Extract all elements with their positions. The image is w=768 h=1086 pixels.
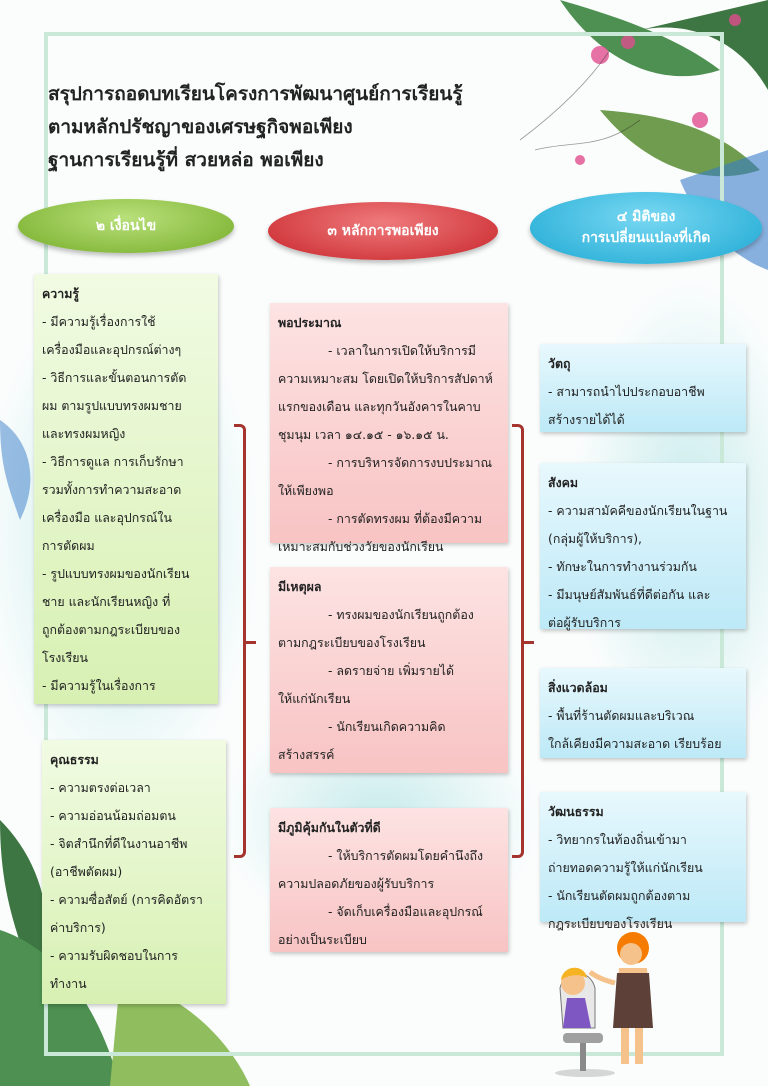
social-list bbox=[548, 497, 738, 637]
list-item: ใกล้เคียงมีความสะอาด เรียบร้อย bbox=[548, 736, 722, 751]
hairdresser-illustration bbox=[545, 928, 665, 1078]
list-item: - มีความรู้เรื่องการใช้ bbox=[42, 314, 156, 329]
page-title bbox=[48, 78, 518, 177]
middle-bracket bbox=[512, 424, 524, 858]
list-item: - นักเรียนเกิดความคิด bbox=[328, 719, 446, 734]
list-item: ชุมนุม เวลา ๑๔.๑๕ - ๑๖.๑๕ น. bbox=[278, 427, 449, 442]
immunity-list bbox=[278, 842, 500, 954]
list-item: - สามารถนำไปประกอบอาชีพ bbox=[548, 384, 705, 399]
list-item: สร้างสรรค์ bbox=[278, 747, 335, 762]
immunity-heading: มีภูมิคุ้มกันในตัวที่ดี bbox=[278, 820, 381, 835]
material-box bbox=[540, 344, 746, 432]
list-item: ความเหมาะสม โดยเปิดให้บริการสัปดาห์ bbox=[278, 371, 493, 386]
social-heading: สังคม bbox=[548, 475, 579, 490]
list-item: ตามกฎระเบียบของโรงเรียน bbox=[278, 635, 426, 650]
conditions-header-label: ๒ เงื่อนไข bbox=[95, 218, 157, 234]
knowledge-heading: ความรู้ bbox=[42, 286, 80, 301]
list-item: - มีมนุษย์สัมพันธ์ที่ดีต่อกัน และ bbox=[548, 587, 711, 602]
list-item: - ความสามัคคีของนักเรียนในฐาน bbox=[548, 503, 728, 518]
list-item: (กลุ่มผู้ให้บริการ), bbox=[548, 531, 642, 546]
list-item: - เวลาในการเปิดให้บริการมี bbox=[328, 343, 476, 358]
list-item: - มีความรู้ในเรื่องการ bbox=[42, 678, 156, 693]
list-item: กฎระเบียบของโรงเรียน bbox=[548, 916, 673, 931]
culture-box bbox=[540, 792, 746, 931]
title-line-1: สรุปการถอดบทเรียนโครงการพัฒนาศูนย์การเรียนรู้ bbox=[48, 83, 463, 105]
reasonableness-list bbox=[278, 601, 500, 769]
list-item: - ความอ่อนน้อมถ่อมตน bbox=[50, 808, 176, 823]
material-list bbox=[548, 378, 738, 434]
list-item: การตัดผม bbox=[42, 538, 95, 553]
culture-heading: วัฒนธรรม bbox=[548, 804, 604, 819]
environment-list bbox=[548, 702, 738, 758]
list-item: ชาย และนักเรียนหญิง ที่ bbox=[42, 594, 171, 609]
principles-header bbox=[268, 202, 498, 260]
list-item: เครื่องมือ และอุปกรณ์ใน bbox=[42, 510, 172, 525]
title-line-3: ฐานการเรียนรู้ที่ สวยหล่อ พอเพียง bbox=[48, 149, 324, 171]
list-item: ค่าบริการ) bbox=[50, 920, 106, 935]
list-item: - รูปแบบทรงผมของนักเรียน bbox=[42, 566, 190, 581]
list-item: และทรงผมหญิง bbox=[42, 426, 126, 441]
list-item: - การบริหารจัดการงบประมาณ bbox=[328, 455, 492, 470]
environment-heading: สิ่งแวดล้อม bbox=[548, 680, 608, 695]
list-item: - ให้บริการตัดผมโดยคำนึงถึง bbox=[328, 848, 484, 863]
list-item: ทำงาน bbox=[50, 976, 87, 991]
list-item: แรกของเดือน และทุกวันอังคารในคาบ bbox=[278, 399, 481, 414]
conditions-header bbox=[18, 199, 234, 253]
material-heading: วัตถุ bbox=[548, 356, 571, 371]
list-item: เหมาะสมกับช่วงวัยของนักเรียน bbox=[278, 539, 444, 554]
knowledge-box bbox=[34, 274, 218, 704]
reasonableness-heading: มีเหตุผล bbox=[278, 579, 322, 594]
list-item: - วิธีการดูแล การเก็บรักษา bbox=[42, 454, 184, 469]
list-item: - จัดเก็บเครื่องมือและอุปกรณ์ bbox=[328, 904, 483, 919]
list-item: รวมทั้งการทำความสะอาด bbox=[42, 482, 182, 497]
list-item: อย่างเป็นระเบียบ bbox=[278, 932, 367, 947]
list-item: ต่อผู้รับบริการ bbox=[548, 615, 621, 630]
moderation-heading: พอประมาณ bbox=[278, 315, 342, 330]
list-item: - ทรงผมของนักเรียนถูกต้อง bbox=[328, 607, 474, 622]
title-line-2: ตามหลักปรัชญาของเศรษฐกิจพอเพียง bbox=[48, 116, 353, 138]
list-item: - วิธีการและขั้นตอนการตัด bbox=[42, 370, 187, 385]
list-item: - พื้นที่ร้านตัดผมและบริเวณ bbox=[548, 708, 695, 723]
environment-box bbox=[540, 668, 746, 758]
left-bracket bbox=[234, 424, 246, 858]
list-item: ให้แก่นักเรียน bbox=[278, 691, 351, 706]
dimensions-header bbox=[530, 192, 762, 264]
list-item: ความปลอดภัยของผู้รับบริการ bbox=[278, 876, 435, 891]
list-item: เครื่องมือและอุปกรณ์ต่างๆ bbox=[42, 342, 182, 357]
virtue-heading: คุณธรรม bbox=[50, 752, 99, 767]
moderation-list bbox=[278, 337, 500, 561]
list-item: ถูกต้องตามกฎระเบียบของ bbox=[42, 622, 181, 637]
list-item: - ทักษะในการทำงานร่วมกัน bbox=[548, 559, 697, 574]
list-item: - การตัดทรงผม ที่ต้องมีความ bbox=[328, 511, 483, 526]
immunity-box bbox=[270, 808, 508, 952]
list-item: - ความซื่อสัตย์ (การคิดอัตรา bbox=[50, 892, 203, 907]
reasonableness-box bbox=[270, 567, 508, 773]
dimensions-header-line-2: การเปลี่ยนแปลงที่เกิด bbox=[581, 230, 711, 246]
list-item: - นักเรียนตัดผมถูกต้องตาม bbox=[548, 888, 691, 903]
knowledge-list bbox=[42, 308, 210, 700]
virtue-list bbox=[50, 774, 218, 998]
list-item: - ลดรายจ่าย เพิ่มรายได้ bbox=[328, 663, 455, 678]
principles-header-label: ๓ หลักการพอเพียง bbox=[327, 223, 439, 239]
virtue-box bbox=[42, 740, 226, 1004]
moderation-box bbox=[270, 303, 508, 554]
list-item: โรงเรียน bbox=[42, 650, 88, 665]
list-item: (อาชีพตัดผม) bbox=[50, 864, 123, 879]
dimensions-header-line-1: ๔ มิติของ bbox=[616, 209, 676, 225]
list-item: ให้เพียงพอ bbox=[278, 483, 334, 498]
list-item: สร้างรายได้ได้ bbox=[548, 412, 625, 427]
list-item: ผม ตามรูปแบบทรงผมชาย bbox=[42, 398, 182, 413]
list-item: - วิทยากรในท้องถิ่นเข้ามา bbox=[548, 832, 687, 847]
list-item: - ความตรงต่อเวลา bbox=[50, 780, 151, 795]
culture-list bbox=[548, 826, 738, 938]
list-item: - ความรับผิดชอบในการ bbox=[50, 948, 178, 963]
list-item: - จิตสำนึกที่ดีในงานอาชีพ bbox=[50, 836, 188, 851]
list-item: ถ่ายทอดความรู้ให้แก่นักเรียน bbox=[548, 860, 703, 875]
social-box bbox=[540, 463, 746, 629]
